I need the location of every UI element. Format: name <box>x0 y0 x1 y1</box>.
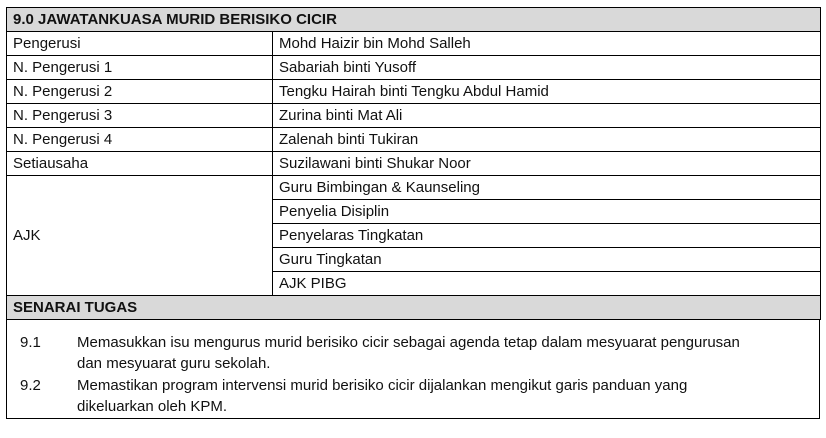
ajk-label: AJK <box>7 176 273 296</box>
member-role: Setiausaha <box>7 152 273 176</box>
task-text-line: Memastikan program intervensi murid berisiko cicir dijalankan mengikut garis panduan yang <box>77 377 688 394</box>
task-text-line: dan mesyuarat guru sekolah. <box>77 355 271 372</box>
task-list <box>6 320 820 419</box>
committee-table <box>6 7 821 320</box>
ajk-member: Guru Bimbingan & Kaunseling <box>273 176 821 200</box>
ajk-member: Penyelia Disiplin <box>273 200 821 224</box>
committee-document <box>6 7 820 419</box>
member-name: Mohd Haizir bin Mohd Salleh <box>273 32 821 56</box>
tasks-heading: SENARAI TUGAS <box>7 296 821 320</box>
ajk-member: Guru Tingkatan <box>273 248 821 272</box>
member-name: Zurina binti Mat Ali <box>273 104 821 128</box>
member-name: Suzilawani binti Shukar Noor <box>273 152 821 176</box>
member-role: N. Pengerusi 3 <box>7 104 273 128</box>
member-name: Zalenah binti Tukiran <box>273 128 821 152</box>
member-role: N. Pengerusi 4 <box>7 128 273 152</box>
member-row <box>7 128 821 152</box>
member-name: Tengku Hairah binti Tengku Abdul Hamid <box>273 80 821 104</box>
member-row <box>7 152 821 176</box>
member-role: N. Pengerusi 2 <box>7 80 273 104</box>
member-row <box>7 56 821 80</box>
ajk-member: Penyelaras Tingkatan <box>273 224 821 248</box>
member-row <box>7 80 821 104</box>
ajk-member: AJK PIBG <box>273 272 821 296</box>
member-role: Pengerusi <box>7 32 273 56</box>
task-text-line: dikeluarkan oleh KPM. <box>77 398 228 415</box>
task-number: 9.2 <box>20 377 41 394</box>
member-row <box>7 32 821 56</box>
section-title: 9.0 JAWATANKUASA MURID BERISIKO CICIR <box>7 8 821 32</box>
task-number: 9.1 <box>20 334 41 351</box>
member-role: N. Pengerusi 1 <box>7 56 273 80</box>
task-text <box>77 375 807 417</box>
member-name: Sabariah binti Yusoff <box>273 56 821 80</box>
ajk-row <box>7 176 821 200</box>
section-title-row <box>7 8 821 32</box>
task-text <box>77 332 807 374</box>
tasks-heading-row <box>7 296 821 320</box>
member-row <box>7 104 821 128</box>
task-text-line: Memasukkan isu mengurus murid berisiko cicir sebagai agenda tetap dalam mesyuarat pengurusan <box>77 334 740 351</box>
